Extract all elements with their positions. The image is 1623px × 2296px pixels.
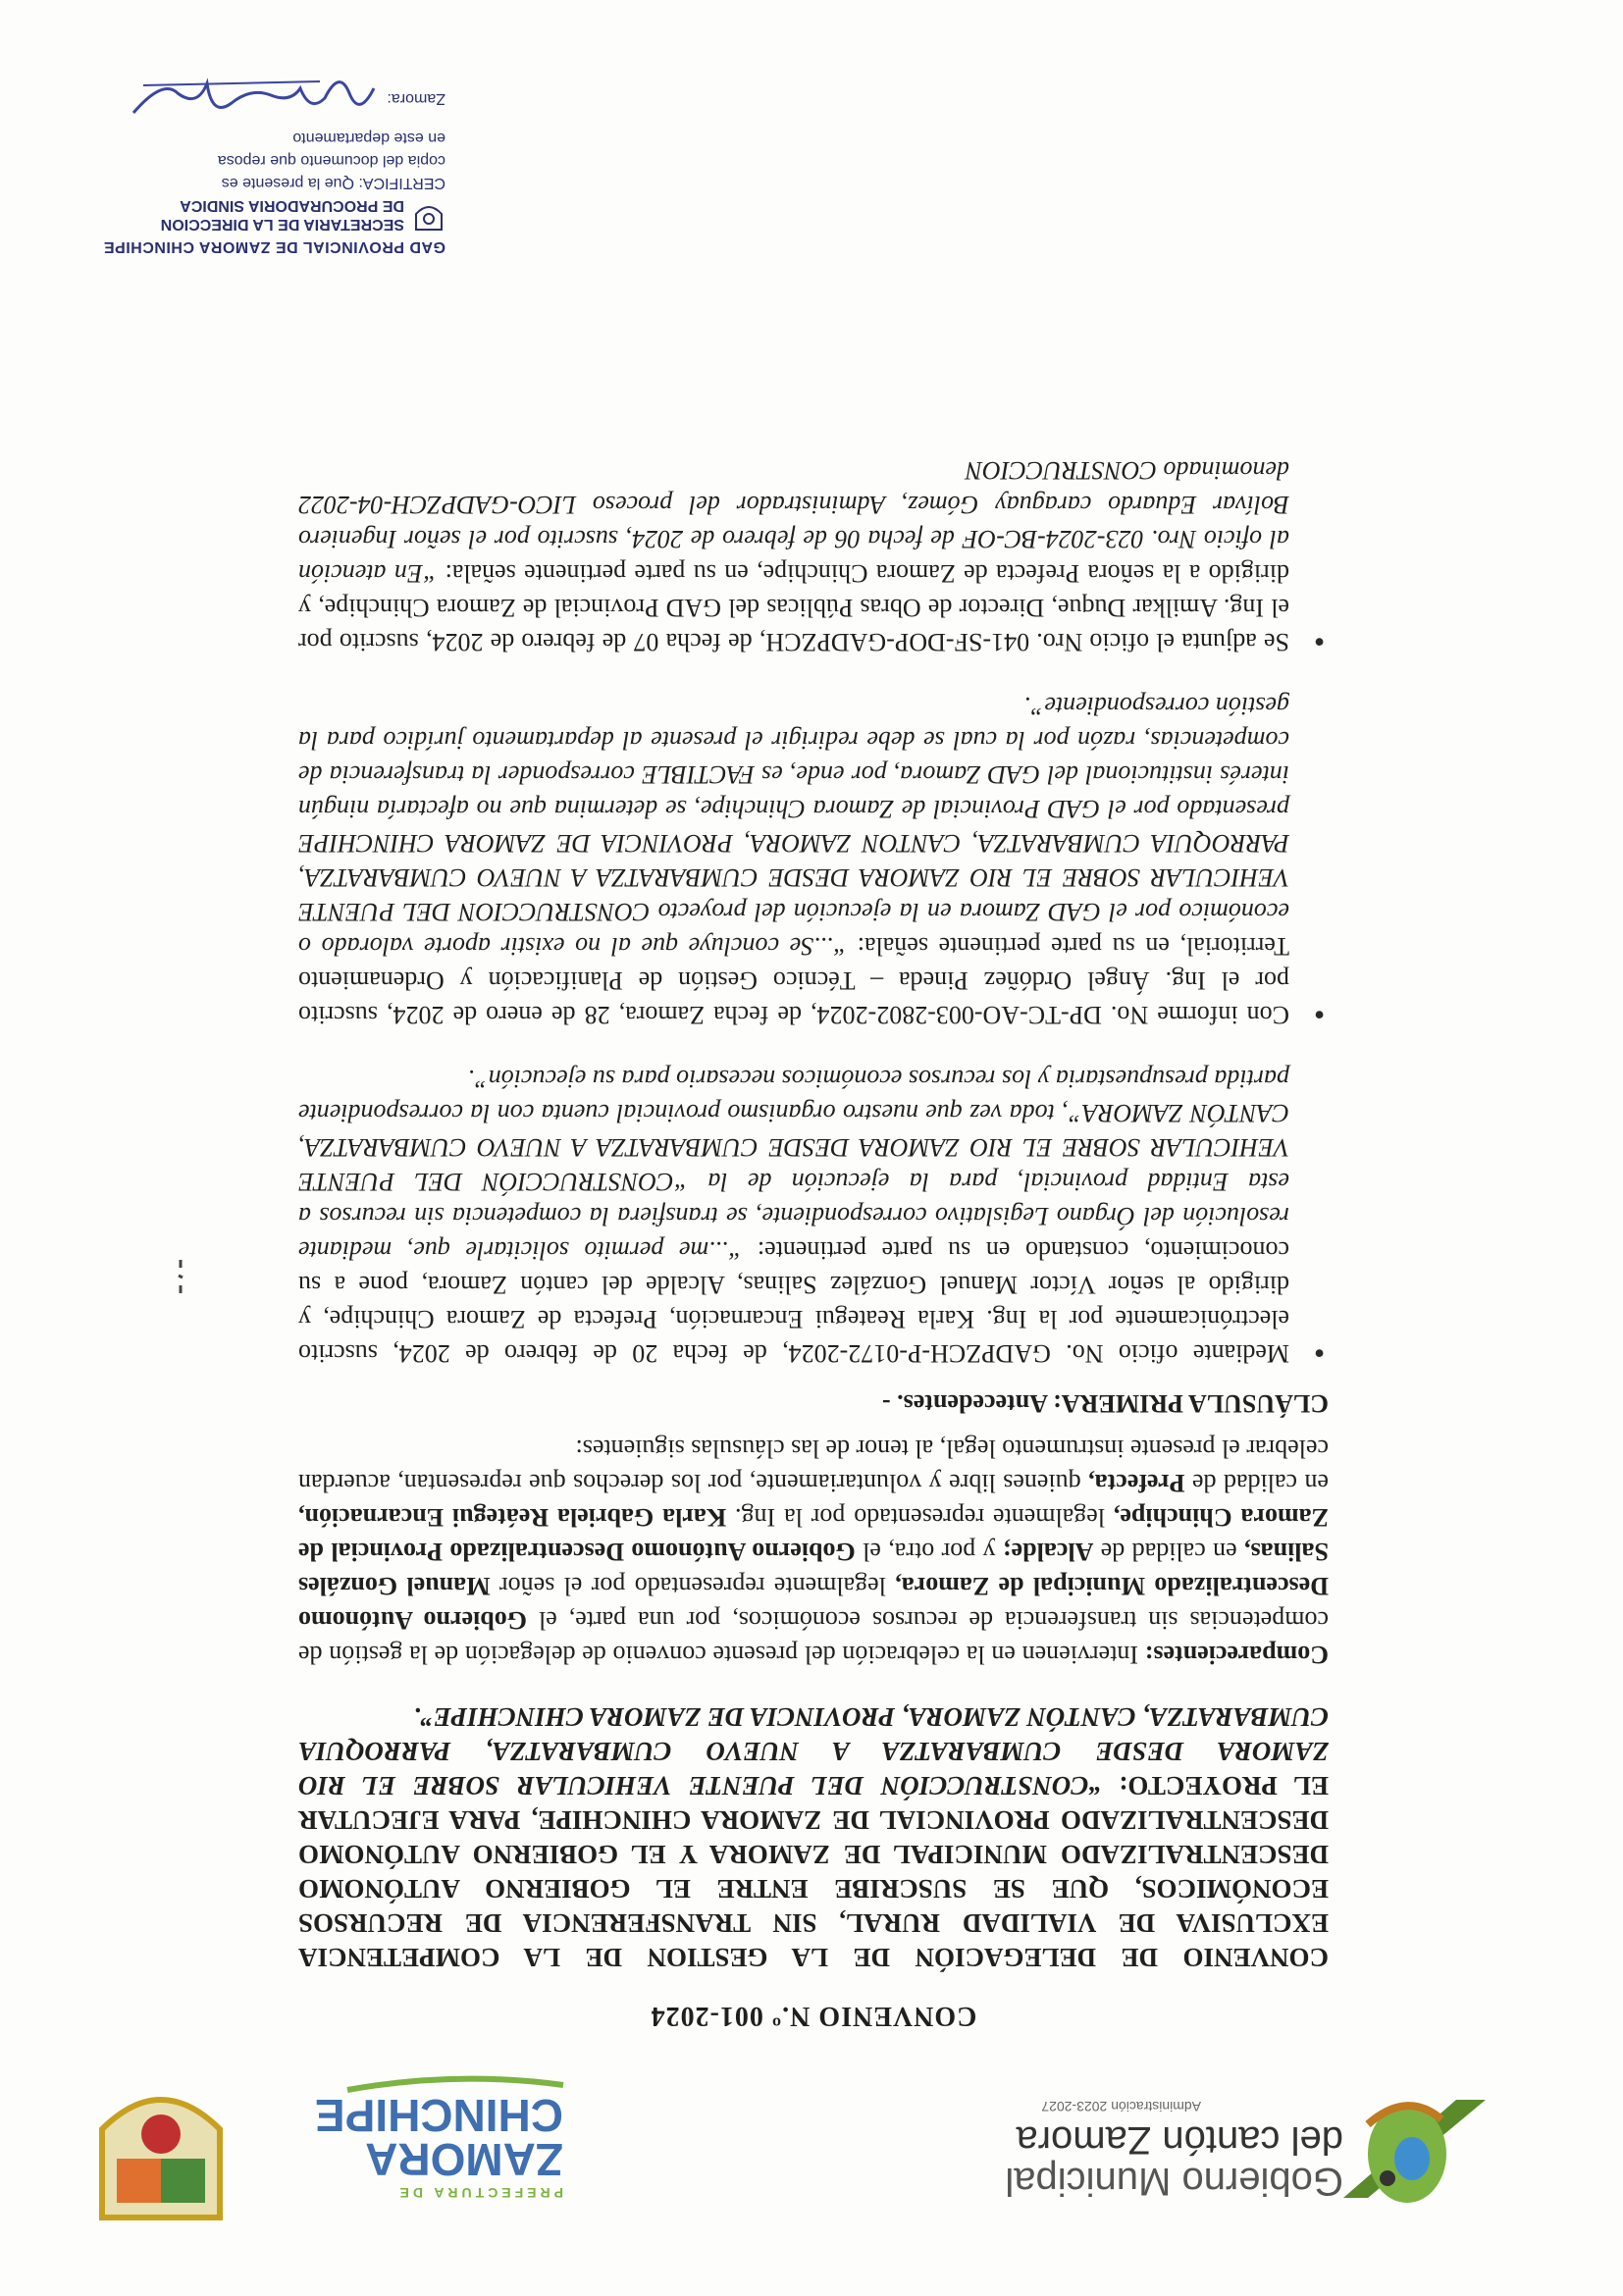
- party-municipal-role: Alcalde;: [1002, 1538, 1094, 1566]
- item-2-text: Con informe No. DP-TC-AO-003-2802-2024, de fecha Zamora, 28 de enero de 2024, suscrito por el Ing. Ángel Ordóñez Pineda – Técnico Gestión de Planificación y Ordenamiento Territorial, en su parte pertinente señala:: [298, 932, 1289, 1029]
- stamp-dept-1: SECRETARIA DE LA DIRECCION: [160, 216, 404, 233]
- municipal-logo-line3: Administración 2023-2027: [1041, 2099, 1201, 2114]
- municipal-logo: [926, 2070, 1515, 2237]
- agreement-title-project: “CONSTRUCCIÓN DEL PUENTE VEHICULAR SOBRE EL RIO ZAMORA DESDE CUMBARATZA A NUEVO CUMBARATZA, PARROQUIA CUMBARATZA, CANTÓN ZAMORA, PROVINCIA DE ZAMORA CHINCHIPE”.: [298, 1702, 1329, 1800]
- agreement-title-text: CONVENIO DE DELEGACIÓN DE LA GESTION DE LA COMPETENCIA EXCLUSIVA DE VIALIDAD RURAL, SIN TRANSFERENCIA DE RECURSOS ECONÓMICOS, QUE SE SUSCRIBE ENTRE EL GOBIERNO AUTÓNOMO DESCENTRALIZADO MUNICIPAL DE ZAMORA Y EL GOBIERNO AUTÓNOMO DESCENTRALIZADO PROVINCIAL DE ZAMORA CHINCHIPE, PARA EJECUTAR EL PROYECTO:: [298, 1771, 1329, 1972]
- agreement-number: CONVENIO N.º 001-2024: [650, 2001, 977, 2031]
- party-municipal-rep: Manuel Gonzáles Salinas,: [298, 1538, 1329, 1600]
- parties-text-6: en calidad de: [1184, 1469, 1329, 1497]
- party-provincial: Gobierno Autónomo Descentralizado Provincial de Zamora Chinchipe,: [298, 1503, 1329, 1566]
- municipal-logo-line2: del cantón Zamora: [1016, 2118, 1343, 2162]
- agreement-title: [298, 1699, 1329, 1974]
- party-municipal: Gobierno Autónomo Descentralizado Municipal de Zamora,: [298, 1572, 1329, 1635]
- parties-text-4: y por otra, el: [855, 1538, 1003, 1566]
- parties-text-7: quienes libre y voluntariamente, por los derechos que representan, acuerdan celebrar el presente instrumento legal, al tenor de las cláusulas siguientes:: [297, 1435, 1329, 1497]
- stamp-cert-2: copia del documento que reposa: [217, 152, 445, 169]
- party-provincial-role: Prefecta,: [1088, 1469, 1185, 1497]
- stamp-dept-row: [73, 196, 445, 234]
- prefectura-logo: [73, 2070, 602, 2237]
- stamp-certification: [73, 129, 445, 192]
- certification-stamp: [73, 49, 445, 255]
- parties-label: Comparecientes:: [1144, 1641, 1329, 1669]
- parties-text-3: en calidad de: [1093, 1538, 1244, 1566]
- stamp-dept: [161, 196, 404, 234]
- parties-paragraph: [298, 1432, 1329, 1672]
- party-provincial-rep: Karla Gabriela Reátegui Encarnación,: [297, 1503, 727, 1532]
- list-item: [298, 453, 1289, 659]
- document-body: [298, 424, 1329, 2031]
- stamp-signature-row: [73, 74, 445, 123]
- background-list: [298, 453, 1329, 1371]
- municipal-mascot-icon: [1368, 2105, 1446, 2203]
- stamp-cert-3: en este departamento: [292, 130, 445, 146]
- clause-one-heading: CLÁUSULA PRIMERA: Antecedentes. -: [882, 1389, 1329, 1418]
- coat-of-arms-icon: [412, 200, 445, 234]
- prefectura-logo-line3: CHINCHIPE: [314, 2090, 563, 2141]
- item-1-text: Mediante oficio No. GADPZCH-P-0172-2024, de fecha 20 de febrero de 2024, suscrito electrónicamente por la Ing. Karla Reategui Encarnación, Prefecta de Zamora Chinchipe, y dirigido al señor Víctor Manuel González Salinas, Alcalde del cantón Zamora, pone a su conocimiento, constando en su parte pertinente:: [298, 1236, 1289, 1368]
- prefectura-shield-icon: [102, 2100, 220, 2218]
- parties-text-1: Intervienen en la celebración del presente convenio de delegación de la gestión de competencias sin transferencia de recursos económicos, por una parte, el: [298, 1606, 1329, 1669]
- prefectura-logo-line2: ZAMORA: [365, 2134, 563, 2185]
- item-3-text: Se adjunta el oficio Nro. 041-SF-DOP-GADPZCH, de fecha 07 de febrero de 2024, suscrito por el Ing. Amilkar Duque, Director de Obras Públicas del GAD Provincial de Zamora Chinchipe, y dirigido a la señora Prefecta de Zamora Chinchipe, en su parte pertinente señala:: [298, 559, 1289, 656]
- scan-mark: [171, 1256, 190, 1295]
- item-3-quote: “En atención al oficio Nro. 023-2024-BC-OF de fecha 06 de febrero de 2024, suscrito por el señor Ingeniero Bolívar Eduardo caraguay Gómez, Administrador del proceso LICO-GADPZCH-04-2022 denominado CONSTRUCCION: [298, 456, 1289, 588]
- municipal-logo-line1: Gobierno Municipal: [1005, 2160, 1343, 2203]
- prefectura-logo-line1: PREFECTURA DE: [395, 2185, 563, 2201]
- stamp-zamora-label: Zamora:: [387, 90, 445, 107]
- list-item: [298, 689, 1289, 1032]
- stamp-cert-1: CERTIFICA: Que la presente es: [221, 175, 445, 191]
- stamp-dept-2: DE PROCURADORIA SINDICA: [180, 197, 404, 214]
- parties-text-5: legalmente representado por la Ing.: [726, 1503, 1114, 1532]
- list-item: [298, 1062, 1289, 1371]
- parties-text-2: legalmente representado por el señor: [490, 1572, 896, 1600]
- item-1-quote: “...me permito solicitarle que, mediante resolución del Órgano Legislativo correspondiente, se transfiera la competencia sin recursos a esta Entidad provincial, para la ejecución de la “CONSTRUCCIÓN DEL PUENTE VEHICULAR SOBRE EL RIO ZAMORA DESDE CUMBARATZA A NUEVO CUMBARATZA, CANTÓN ZAMORA”, toda vez que nuestro organismo provincial cuenta con la correspondiente partida presupuestaria y los recursos económicos necesario para su ejecución”.: [297, 1065, 1289, 1265]
- handwritten-signature: [124, 74, 379, 123]
- stamp-institution: GAD PROVINCIAL DE ZAMORA CHINCHIPE: [103, 238, 445, 255]
- letterhead: [63, 2061, 1535, 2257]
- item-2-quote: “...Se concluye que al no existir aporte valorado o económico por el GAD Zamora en la ejecución del proyecto CONSTRUCCION DEL PUENTE VEHICULAR SOBRE EL RIO ZAMORA DESDE CUMBARATZA A NUEVO CUMBARATZA, PARROQUIA CUMBARATZA, CANTON ZAMORA, PROVINCIA DE ZAMORA CHINCHIPE presentado por el GAD Provincial de Zamora Chinchipe, se determina que no afectaría ningún interés institucional del GAD Zamora, por ende, es FACTIBLE corresponder la transferencia de competencias, razón por la cual se debe redirigir el presente al departamento jurídico para la gestión correspondiente”.: [298, 692, 1289, 961]
